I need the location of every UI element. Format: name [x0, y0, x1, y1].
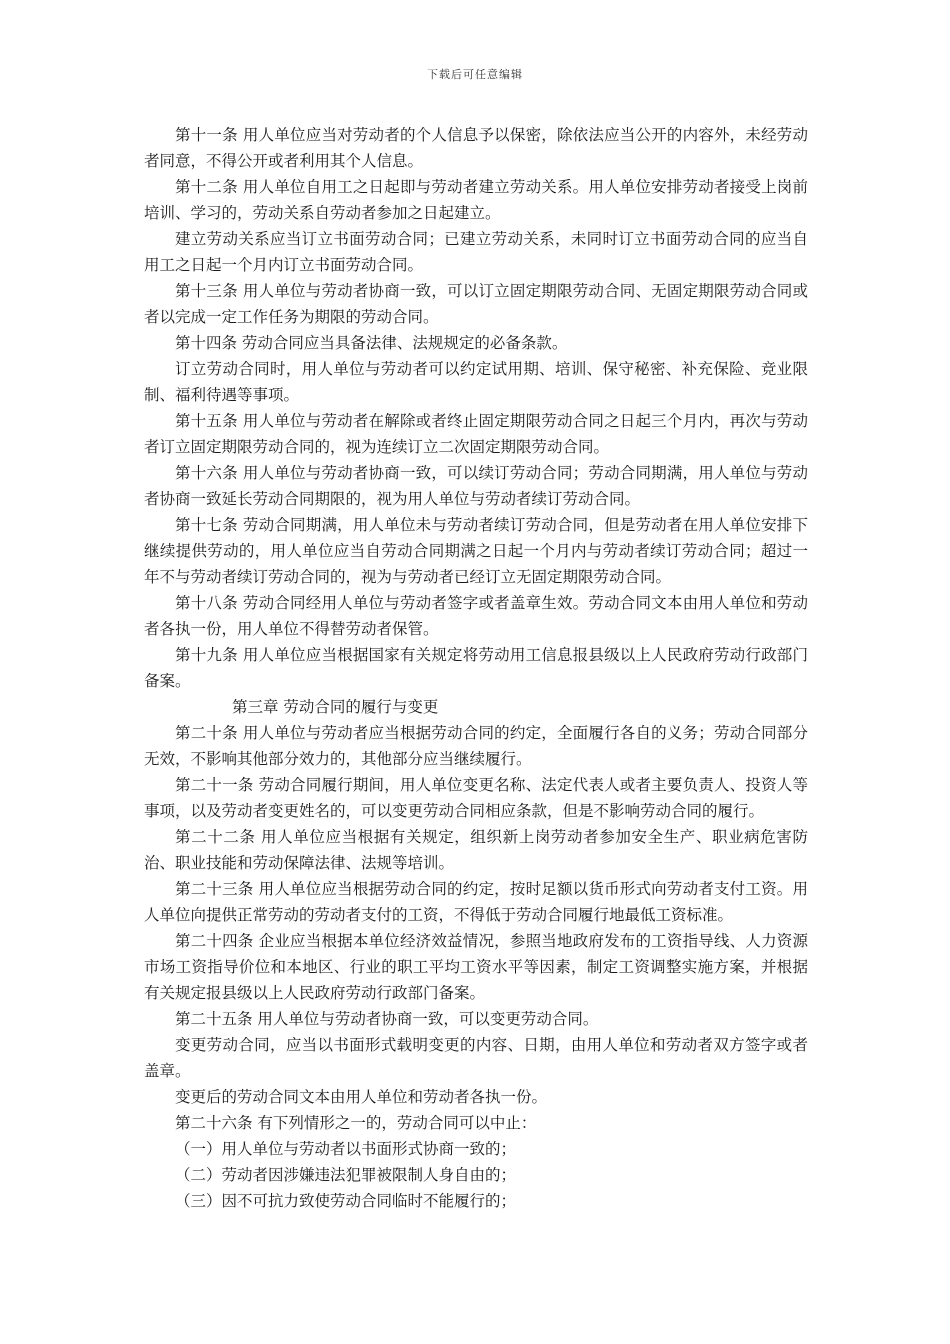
- article-20: 第二十条 用人单位与劳动者应当根据劳动合同的约定，全面履行各自的义务；劳动合同部分无效，不影响其他部分效力的，其他部分应当继续履行。: [144, 724, 808, 768]
- article-26-item-1: （一）用人单位与劳动者以书面形式协商一致的；: [175, 1140, 517, 1158]
- article-19: 第十九条 用人单位应当根据国家有关规定将劳动用工信息报县级以上人民政府劳动行政部门备案。: [144, 646, 808, 690]
- article-17: 第十七条 劳动合同期满，用人单位未与劳动者续订劳动合同，但是劳动者在用人单位安排下继续提供劳动的，用人单位应当自劳动合同期满之日起一个月内与劳动者续订劳动合同；超过一年不与劳动者续订劳动合同的，视为与劳动者已经订立无固定期限劳动合同。: [144, 516, 808, 586]
- article-26-item-3: （三）因不可抗力致使劳动合同临时不能履行的；: [175, 1192, 517, 1210]
- article-14: 第十四条 劳动合同应当具备法律、法规规定的必备条款。: [175, 334, 568, 352]
- article-22: 第二十二条 用人单位应当根据有关规定，组织新上岗劳动者参加安全生产、职业病危害防治、职业技能和劳动保障法律、法规等培训。: [144, 828, 808, 872]
- article-14-clause-2: 订立劳动合同时，用人单位与劳动者可以约定试用期、培训、保守秘密、补充保险、竞业限制、福利待遇等事项。: [144, 360, 808, 404]
- article-21: 第二十一条 劳动合同履行期间，用人单位变更名称、法定代表人或者主要负责人、投资人等事项，以及劳动者变更姓名的，可以变更劳动合同相应条款，但是不影响劳动合同的履行。: [144, 776, 808, 820]
- article-12: 第十二条 用人单位自用工之日起即与劳动者建立劳动关系。用人单位安排劳动者接受上岗前培训、学习的，劳动关系自劳动者参加之日起建立。: [144, 178, 808, 222]
- article-11: 第十一条 用人单位应当对劳动者的个人信息予以保密，除依法应当公开的内容外，未经劳动者同意，不得公开或者利用其个人信息。: [144, 126, 808, 170]
- article-26: 第二十六条 有下列情形之一的，劳动合同可以中止：: [175, 1114, 537, 1132]
- chapter-title: 第三章 劳动合同的履行与变更: [232, 698, 439, 716]
- page-header: 下载后可任意编辑: [427, 68, 523, 81]
- article-16: 第十六条 用人单位与劳动者协商一致，可以续订劳动合同；劳动合同期满，用人单位与劳动者协商一致延长劳动合同期限的，视为用人单位与劳动者续订劳动合同。: [144, 464, 808, 508]
- article-23: 第二十三条 用人单位应当根据劳动合同的约定，按时足额以货币形式向劳动者支付工资。用人单位向提供正常劳动的劳动者支付的工资，不得低于劳动合同履行地最低工资标准。: [144, 880, 808, 924]
- article-18: 第十八条 劳动合同经用人单位与劳动者签字或者盖章生效。劳动合同文本由用人单位和劳动者各执一份，用人单位不得替劳动者保管。: [144, 594, 808, 638]
- article-13: 第十三条 用人单位与劳动者协商一致，可以订立固定期限劳动合同、无固定期限劳动合同或者以完成一定工作任务为期限的劳动合同。: [144, 282, 808, 326]
- document-body: [144, 122, 808, 1214]
- article-12-clause-2: 建立劳动关系应当订立书面劳动合同；已建立劳动关系，未同时订立书面劳动合同的应当自用工之日起一个月内订立书面劳动合同。: [144, 230, 808, 274]
- article-24: 第二十四条 企业应当根据本单位经济效益情况，参照当地政府发布的工资指导线、人力资源市场工资指导价位和本地区、行业的职工平均工资水平等因素，制定工资调整实施方案，并根据有关规定报县级以上人民政府劳动行政部门备案。: [144, 932, 808, 1002]
- article-25-clause-2: 变更劳动合同，应当以书面形式载明变更的内容、日期，由用人单位和劳动者双方签字或者盖章。: [144, 1036, 808, 1080]
- article-26-item-2: （二）劳动者因涉嫌违法犯罪被限制人身自由的；: [175, 1166, 517, 1184]
- article-25: 第二十五条 用人单位与劳动者协商一致，可以变更劳动合同。: [175, 1010, 599, 1028]
- article-25-clause-3: 变更后的劳动合同文本由用人单位和劳动者各执一份。: [175, 1088, 548, 1106]
- article-15: 第十五条 用人单位与劳动者在解除或者终止固定期限劳动合同之日起三个月内，再次与劳动者订立固定期限劳动合同的，视为连续订立二次固定期限劳动合同。: [144, 412, 808, 456]
